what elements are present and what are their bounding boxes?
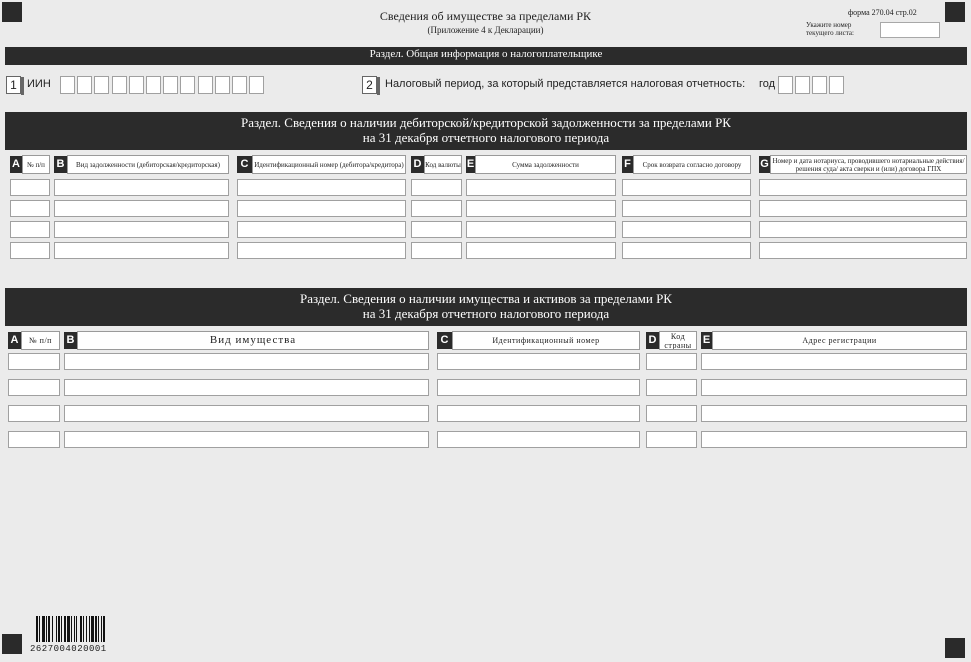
page-number-hint: Укажите номер текущего листа: [806, 21, 854, 37]
debts-table-cell[interactable] [759, 242, 967, 259]
debts-table-cell[interactable] [411, 242, 462, 259]
page-number-input[interactable] [880, 22, 940, 38]
assets-col-letter: C [437, 332, 452, 349]
form-code: форма 270.04 стр.02 [848, 8, 917, 17]
debts-table-cell[interactable] [237, 242, 406, 259]
iin-digit-cell[interactable] [215, 76, 230, 94]
debts-col-header: Номер и дата нотариуса, проводившего нотариальные действия/ решения суда/ акта сверки и (или) договора ГПХ [770, 155, 967, 174]
assets-col-header: Идентификационный номер [452, 331, 640, 350]
year-digit-cell[interactable] [778, 76, 793, 94]
debts-table-cell[interactable] [237, 179, 406, 196]
assets-table-cell[interactable] [701, 405, 967, 422]
debts-col-letter: D [411, 156, 424, 173]
debts-col-letter: G [759, 156, 770, 173]
assets-table-cell[interactable] [64, 405, 429, 422]
debts-table-cell[interactable] [622, 242, 751, 259]
debts-table-cell[interactable] [759, 200, 967, 217]
iin-digit-cell[interactable] [180, 76, 195, 94]
debts-table-cell[interactable] [10, 200, 50, 217]
form-title: Сведения об имуществе за пределами РК [379, 9, 592, 23]
assets-col-letter: E [701, 332, 712, 349]
debts-col-letter: B [54, 156, 67, 173]
debts-table-cell[interactable] [237, 221, 406, 238]
assets-col-header: № п/п [21, 331, 60, 350]
assets-col-letter: A [8, 332, 21, 349]
debts-table-cell[interactable] [10, 179, 50, 196]
debts-col-letter: C [237, 156, 252, 173]
debts-table-cell[interactable] [411, 179, 462, 196]
debts-col-header: Идентификационный номер (дебитора/кредитора) [252, 155, 406, 174]
debts-table-cell[interactable] [10, 242, 50, 259]
assets-table-cell[interactable] [646, 405, 697, 422]
assets-table-cell[interactable] [646, 431, 697, 448]
iin-digit-cell[interactable] [163, 76, 178, 94]
iin-digit-cell[interactable] [232, 76, 247, 94]
iin-digit-cell[interactable] [146, 76, 161, 94]
assets-title-line1: Раздел. Сведения о наличии имущества и активов за пределами РК [300, 291, 672, 306]
assets-col-header: Адрес регистрации [712, 331, 967, 350]
debts-table-cell[interactable] [54, 179, 229, 196]
assets-table-cell[interactable] [64, 379, 429, 396]
field-2-number: 2 [362, 76, 377, 94]
assets-col-header: Вид имущества [77, 331, 429, 350]
assets-table-cell[interactable] [437, 405, 640, 422]
debts-table-cell[interactable] [466, 179, 616, 196]
assets-table-cell[interactable] [64, 353, 429, 370]
debts-col-header: Сумма задолженности [475, 155, 616, 174]
corner-marker-bottom-right [945, 638, 965, 658]
iin-digit-cell[interactable] [249, 76, 264, 94]
general-section-band: Раздел. Общая информация о налогоплательщике [5, 47, 967, 65]
assets-col-header: Код страны [659, 331, 697, 350]
tax-period-label: Налоговый период, за который представляется налоговая отчетность: [385, 78, 746, 90]
debts-table-cell[interactable] [622, 221, 751, 238]
debts-table-cell[interactable] [411, 221, 462, 238]
debts-table-cell[interactable] [466, 200, 616, 217]
barcode-image [36, 616, 140, 644]
assets-table-cell[interactable] [8, 379, 60, 396]
debts-table-cell[interactable] [466, 221, 616, 238]
debts-table-cell[interactable] [54, 221, 229, 238]
year-digit-cell[interactable] [829, 76, 844, 94]
assets-table-cell[interactable] [64, 431, 429, 448]
assets-table-cell[interactable] [646, 379, 697, 396]
assets-section-band [5, 288, 967, 326]
debts-col-letter: E [466, 156, 475, 173]
assets-table-cell[interactable] [8, 353, 60, 370]
iin-digit-cell[interactable] [198, 76, 213, 94]
assets-table-cell[interactable] [437, 379, 640, 396]
debts-col-header: № п/п [22, 155, 50, 174]
debts-col-letter: A [10, 156, 22, 173]
debts-table-cell[interactable] [466, 242, 616, 259]
assets-table-cell[interactable] [701, 431, 967, 448]
debts-table-cell[interactable] [622, 200, 751, 217]
debts-table-cell[interactable] [759, 179, 967, 196]
barcode-number: 2627004020001 [30, 644, 107, 654]
assets-col-letter: D [646, 332, 659, 349]
assets-table-cell[interactable] [437, 431, 640, 448]
debts-col-header: Вид задолженности (дебиторская/кредиторская) [67, 155, 229, 174]
assets-table-cell[interactable] [701, 353, 967, 370]
debts-table-cell[interactable] [237, 200, 406, 217]
debts-table-cell[interactable] [759, 221, 967, 238]
assets-table-cell[interactable] [646, 353, 697, 370]
debts-col-letter: F [622, 156, 633, 173]
debts-table-cell[interactable] [622, 179, 751, 196]
debts-table-cell[interactable] [411, 200, 462, 217]
year-digit-cell[interactable] [795, 76, 810, 94]
debts-table-cell[interactable] [54, 200, 229, 217]
debts-table-cell[interactable] [10, 221, 50, 238]
debts-title-line1: Раздел. Сведения о наличии дебиторской/кредиторской задолженности за пределами РК [241, 115, 731, 130]
iin-digit-cell[interactable] [129, 76, 144, 94]
barcode-bar [105, 616, 108, 642]
debts-section-band [5, 112, 967, 150]
assets-title-line2: на 31 декабря отчетного налогового периода [362, 306, 610, 321]
debts-table-cell[interactable] [54, 242, 229, 259]
assets-table-cell[interactable] [437, 353, 640, 370]
assets-table-cell[interactable] [701, 379, 967, 396]
corner-marker-bottom-left [2, 634, 22, 654]
assets-table-cell[interactable] [8, 431, 60, 448]
field-1-number: 1 [6, 76, 21, 94]
iin-digit-cell[interactable] [112, 76, 127, 94]
assets-col-letter: B [64, 332, 77, 349]
iin-digit-cell[interactable] [94, 76, 109, 94]
iin-digit-cell[interactable] [60, 76, 75, 94]
iin-digit-cell[interactable] [77, 76, 92, 94]
form-subtitle: (Приложение 4 к Декларации) [427, 25, 544, 35]
year-label: год [759, 78, 776, 90]
year-digit-cell[interactable] [812, 76, 827, 94]
debts-col-header: Код валюты [424, 155, 462, 174]
iin-label: ИИН [27, 78, 51, 90]
debts-title-line2: на 31 декабря отчетного налогового периода [362, 130, 610, 145]
debts-col-header: Срок возврата согласно договору [633, 155, 751, 174]
assets-table-cell[interactable] [8, 405, 60, 422]
